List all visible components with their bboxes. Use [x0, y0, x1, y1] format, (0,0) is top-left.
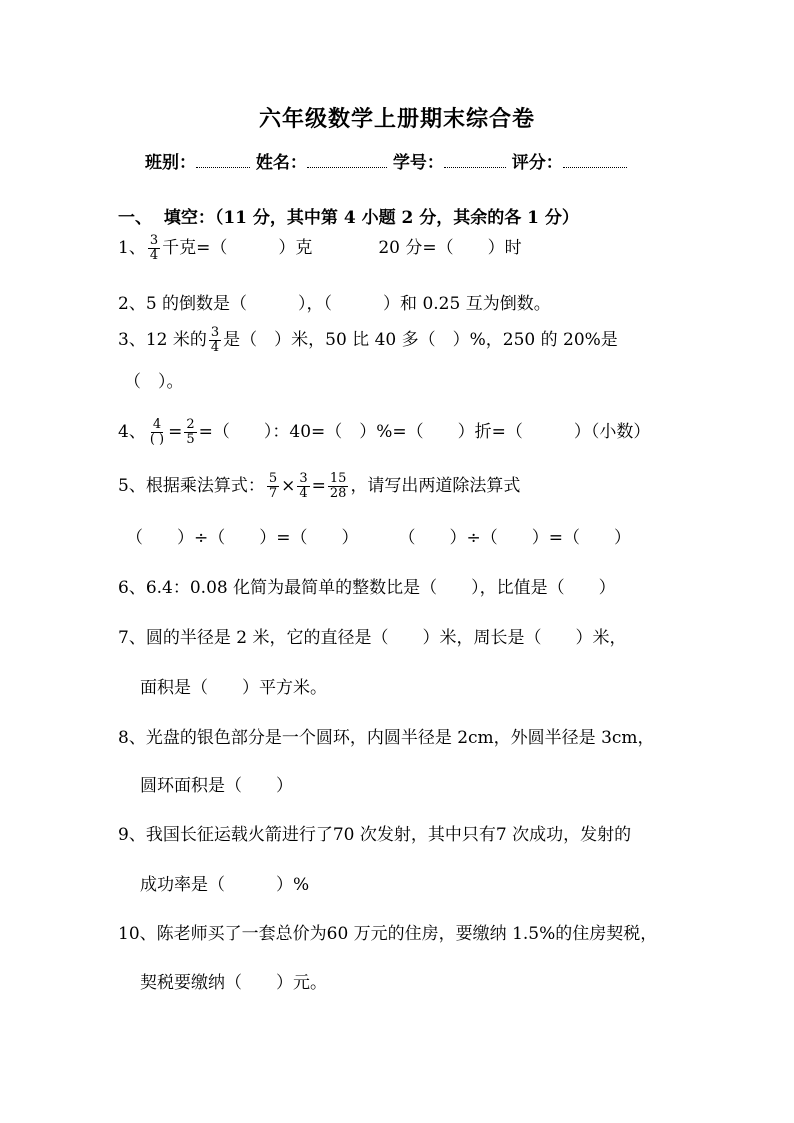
question-8-cont: 圆环面积是（ ）	[140, 776, 293, 796]
q1-fraction	[148, 234, 160, 263]
q4-fraction-1	[148, 418, 166, 447]
q4-equals: =	[168, 422, 183, 442]
question-1	[118, 234, 522, 263]
id-label: 学号：	[392, 153, 444, 173]
q5-text: ，请写出两道除法算式	[350, 476, 521, 496]
question-9: 9、我国长征运载火箭进行了70 次发射，其中只有7 次成功，发射的	[118, 825, 632, 845]
q5-a-den: 7	[268, 486, 278, 501]
q3-text: 是（ ）米，50 比 40 多（ ）%，250 的 20%是	[223, 330, 618, 350]
q4-fraction-2	[184, 418, 196, 447]
q5-fraction-b	[297, 472, 309, 501]
question-7: 7、圆的半径是 2 米，它的直径是（ ）米，周长是（ ）米，	[118, 628, 627, 648]
q4-f2-num: 2	[186, 417, 195, 432]
q4-f2-den: 5	[186, 432, 195, 447]
q5-division-1: （ ）÷（ ）=（ ）	[126, 528, 359, 548]
q5-equals: =	[311, 476, 326, 496]
question-8: 8、光盘的银色部分是一个圆环，内圆半径是 2cm，外圆半径是 3cm，	[118, 728, 655, 748]
question-4	[118, 418, 650, 447]
q1-frac-den: 4	[149, 248, 159, 263]
question-9-cont: 成功率是（ ）%	[140, 875, 310, 895]
q4-f1-den: ( )	[149, 432, 165, 447]
q4-prefix: 4、	[118, 422, 146, 442]
score-label: 评分：	[511, 153, 563, 173]
question-3-cont: （ ）。	[124, 372, 184, 392]
q5-c-num: 15	[329, 471, 347, 486]
question-3	[118, 326, 618, 355]
question-10-cont: 契税要缴纳（ ）元。	[140, 973, 327, 993]
q5-fraction-a	[267, 472, 279, 501]
q4-f1-num: 4	[152, 417, 162, 432]
name-blank[interactable]	[307, 153, 387, 168]
question-5-cont	[126, 526, 631, 550]
section-title: 填空：（11 分，其中第 4 小题 2 分，其余的各 1 分）	[163, 208, 579, 228]
question-7-cont: 面积是（ ）平方米。	[140, 678, 327, 698]
q1-prefix: 1、	[118, 238, 146, 258]
score-blank[interactable]	[563, 153, 627, 168]
q1-text-a: 千克=（ ）克	[162, 238, 313, 258]
q1-frac-num: 3	[149, 233, 159, 248]
q5-b-num: 3	[299, 471, 308, 486]
section-1-heading	[118, 203, 579, 228]
q5-c-den: 28	[329, 486, 347, 501]
q5-fraction-c	[328, 472, 349, 501]
q3-frac-den: 4	[210, 340, 220, 355]
class-blank[interactable]	[196, 153, 250, 168]
question-2: 2、5 的倒数是（ ），（ ）和 0.25 互为倒数。	[118, 294, 551, 314]
q5-times: ×	[281, 476, 296, 496]
q3-prefix: 3、12 米的	[118, 330, 207, 350]
question-6: 6、6.4：0.08 化简为最简单的整数比是（ ），比值是（ ）	[118, 578, 616, 598]
name-label: 姓名：	[255, 153, 307, 173]
q5-b-den: 4	[299, 486, 308, 501]
section-number: 一、	[118, 208, 152, 228]
page-title: 六年级数学上册期末综合卷	[258, 106, 535, 132]
q3-fraction	[209, 326, 221, 355]
question-10: 10、陈老师买了一套总价为60 万元的住房，要缴纳 1.5%的住房契税，	[118, 924, 658, 944]
class-label: 班别：	[145, 153, 196, 173]
q3-frac-num: 3	[210, 325, 220, 340]
q5-prefix: 5、根据乘法算式：	[118, 476, 265, 496]
q5-division-2: （ ）÷（ ）=（ ）	[398, 528, 631, 548]
q4-text: =（ ）：40=（ ）%=（ ）折=（ ）（小数）	[198, 422, 651, 442]
q5-a-num: 5	[268, 471, 278, 486]
student-info-row	[145, 148, 627, 173]
q1-text-b: 20 分=（ ）时	[378, 238, 522, 258]
question-5	[118, 472, 520, 501]
id-blank[interactable]	[444, 153, 506, 168]
